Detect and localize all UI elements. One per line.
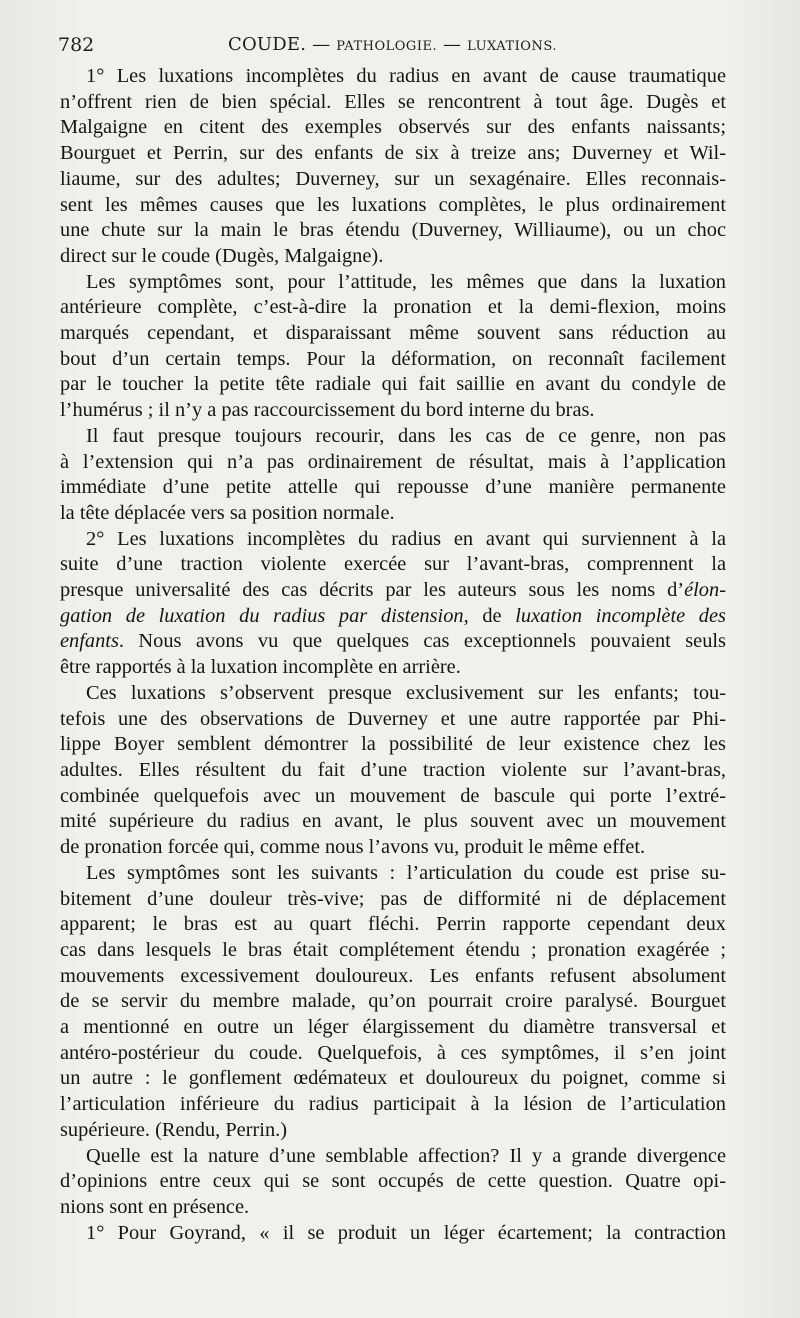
text-line: cas dans lesquels le bras était complétement étendu ; pronation exagérée ; [60,938,726,961]
text-line: être rapportés à la luxation incomplète en arrière. [60,656,461,679]
text-line: par le toucher la petite tête radiale qui fait saillie en avant du condyle de [60,373,726,396]
italic-term: élon- [684,579,726,602]
text-line: de se servir du membre malade, qu’on pourrait croire paralysé. Bourguet [60,990,726,1013]
running-title [228,34,557,55]
text-line: l’humérus ; il n’y a pas raccourcissement du bord interne du bras. [60,399,595,422]
paragraph [60,1144,726,1221]
text-line: combinée quelquefois avec un mouvement de bascule qui porte l’extré- [60,784,726,807]
text-line: bout d’un certain temps. Pour la déformation, on reconnaît facilement [60,347,726,370]
text-line: de pronation forcée qui, comme nous l’avons vu, produit le même effet. [60,836,646,859]
text-line: Les symptômes sont les suivants : l’articulation du coude est prise su- [86,861,726,884]
text-line: marqués cependant, et disparaissant même souvent sans réduction au [60,322,726,345]
text-line: la tête déplacée vers sa position normale. [60,501,395,524]
text-line: bitement d’une douleur très-vive; pas de difformité ni de déplacement [60,887,726,910]
text-line: tefois une des observations de Duverney et une autre rapportée par Phi- [60,707,726,730]
text-line: l’articulation inférieure du radius participait à la lésion de l’articulation [60,1093,726,1116]
italic-term: gation de luxation du radius par distension [60,604,464,627]
header-separator: — [443,34,462,55]
header-separator: — [312,34,331,55]
text-line: Ces luxations s’observent presque exclusivement sur les enfants; tou- [86,681,726,704]
text-line: supérieure. (Rendu, Perrin.) [60,1118,288,1141]
text-line: 1° Les luxations incomplètes du radius en avant de cause traumatique [86,65,726,87]
text-run: presque universalité des cas décrits par les auteurs sous les noms d’ [60,579,685,602]
text-line: mité supérieure du radius en avant, le plus souvent avec un mouvement [60,810,726,833]
body-text [60,64,726,1246]
text-line: a mentionné en outre un léger élargissement du diamètre transversal et [60,1016,726,1039]
text-line [60,578,726,604]
text-line: un autre : le gonflement œdémateux et douloureux du poignet, comme si [60,1067,726,1090]
text-line: Les symptômes sont, pour l’attitude, les mêmes que dans la luxation [86,270,726,293]
text-line: Quelle est la nature d’une semblable affection? Il y a grande divergence [86,1144,726,1167]
text-line [60,629,726,655]
text-run: . Nous avons vu que quelques cas exceptionnels pouvaient seuls [118,630,726,653]
text-line: apparent; le bras est au quart fléchi. Perrin rapporte cependant deux [60,913,726,936]
text-run: , de [463,604,516,627]
paragraph [60,527,726,681]
text-line: liaume, sur des adultes; Duverney, sur un sexagénaire. Elles reconnais- [60,167,726,190]
text-line: sent les mêmes causes que les luxations complètes, le plus ordinairement [60,193,726,216]
text-line: suite d’une traction violente exercée sur l’avant-bras, comprennent la [60,553,726,576]
paragraph [60,681,726,861]
text-line: Il faut presque toujours recourir, dans les cas de ce genre, non pas [86,424,726,447]
text-line: lippe Boyer semblent démontrer la possibilité de leur existence chez les [60,733,726,756]
text-line [60,604,726,630]
paragraph [60,424,726,527]
text-line: 2° Les luxations incomplètes du radius en avant qui surviennent à la [86,527,726,550]
running-header [58,34,728,58]
text-line: n’offrent rien de bien spécial. Elles se rencontrent à tout âge. Dugès et [60,90,726,113]
text-line: adultes. Elles résultent du fait d’une traction violente sur l’avant-bras, [60,758,726,781]
text-line: antérieure complète, c’est-à-dire la pronation et la demi-flexion, moins [60,296,726,319]
text-line: une chute sur la main le bras étendu (Duverney, Williaume), ou un choc [60,219,726,242]
text-line: immédiate d’une petite attelle qui repousse d’une manière permanente [60,476,726,499]
italic-term: enfants [60,630,119,653]
page-number: 782 [58,34,95,56]
section-title: PATHOLOGIE. [336,39,438,54]
italic-term: luxation incomplète des [515,604,726,627]
text-line: Bourguet et Perrin, sur des enfants de six à treize ans; Duverney et Wil- [60,142,726,165]
text-line: d’opinions entre ceux qui se sont occupés de cette question. Quatre opi- [60,1170,726,1193]
text-line: antéro-postérieur du coude. Quelquefois, à ces symptômes, il s’en joint [60,1041,726,1064]
paragraph [60,270,726,424]
chapter-title: COUDE. [228,34,307,55]
text-line: nions sont en présence. [60,1195,250,1218]
paragraph [60,861,726,1144]
text-line: mouvements excessivement douloureux. Les enfants refusent absolument [60,964,726,987]
text-line: direct sur le coude (Dugès, Malgaigne). [60,244,384,267]
subsection-title: LUXATIONS. [467,39,557,54]
text-line: 1° Pour Goyrand, « il se produit un léger écartement; la contraction [86,1221,726,1244]
text-line: Malgaigne en citent des exemples observés sur des enfants naissants; [60,116,726,139]
paragraph [60,64,726,270]
paragraph [60,1221,726,1247]
text-line: à l’extension qui n’a pas ordinairement de résultat, mais à l’application [60,450,726,473]
